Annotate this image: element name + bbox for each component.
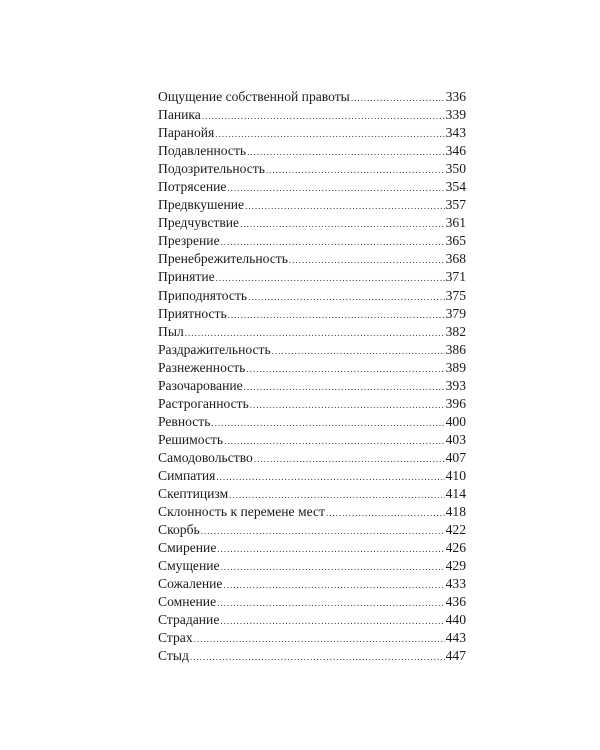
toc-entry-page-number: 346 (445, 143, 466, 159)
toc-entry[interactable] (158, 250, 466, 268)
toc-entry-page-number: 343 (445, 125, 466, 141)
toc-entry-page-number: 382 (445, 323, 466, 339)
dot-leader (248, 288, 445, 306)
toc-entry[interactable] (158, 287, 466, 305)
toc-entry[interactable] (158, 485, 466, 503)
toc-entry[interactable] (158, 178, 466, 196)
dot-leader (194, 630, 445, 648)
dot-leader (223, 576, 444, 594)
toc-entry-title: Самодовольство (158, 449, 253, 465)
toc-entry-title: Предвкушение (158, 197, 245, 213)
toc-entry[interactable] (158, 88, 466, 106)
toc-entry-title: Симпатия (158, 467, 216, 483)
toc-entry-page-number: 410 (445, 467, 466, 483)
dot-leader (224, 432, 445, 450)
toc-entry[interactable] (158, 142, 466, 160)
toc-entry-page-number: 429 (445, 558, 466, 574)
toc-entry-title: Смущение (158, 558, 220, 574)
dot-leader (254, 450, 445, 468)
toc-entry[interactable] (158, 575, 466, 593)
toc-entry-page-number: 354 (445, 179, 466, 195)
toc-entry-page-number: 361 (445, 215, 466, 231)
toc-entry[interactable] (158, 323, 466, 341)
toc-entry[interactable] (158, 521, 466, 539)
dot-leader (190, 648, 445, 666)
toc-entry[interactable] (158, 268, 466, 286)
toc-entry[interactable] (158, 467, 466, 485)
toc-entry-title: Смирение (158, 540, 217, 556)
toc-entry-title: Приятность (158, 305, 227, 321)
toc-entry-page-number: 371 (445, 269, 466, 285)
toc-entry-title: Растроганность (158, 395, 249, 411)
toc-entry-title: Предчувствие (158, 215, 240, 231)
toc-entry[interactable] (158, 359, 466, 377)
toc-entry-page-number: 368 (445, 251, 466, 267)
toc-entry[interactable] (158, 377, 466, 395)
toc-entry[interactable] (158, 647, 466, 665)
toc-entry[interactable] (158, 431, 466, 449)
toc-entry-title: Принятие (158, 269, 215, 285)
dot-leader (229, 486, 444, 504)
toc-entry-title: Паранойя (158, 125, 215, 141)
toc-entry-page-number: 357 (445, 197, 466, 213)
toc-entry-page-number: 350 (445, 161, 466, 177)
toc-entry-title: Скорбь (158, 522, 200, 538)
toc-entry[interactable] (158, 196, 466, 214)
dot-leader (221, 233, 445, 251)
dot-leader (185, 324, 445, 342)
dot-leader (228, 306, 445, 324)
toc-entry[interactable] (158, 160, 466, 178)
dot-leader (201, 522, 445, 540)
dot-leader (227, 179, 444, 197)
toc-entry-page-number: 375 (445, 287, 466, 303)
dot-leader (247, 143, 445, 161)
toc-entry-title: Подозрительность (158, 161, 265, 177)
dot-leader (217, 594, 445, 612)
toc-entry-page-number: 400 (445, 413, 466, 429)
toc-entry[interactable] (158, 611, 466, 629)
toc-entry-page-number: 407 (445, 449, 466, 465)
dot-leader (240, 215, 445, 233)
toc-entry-page-number: 396 (445, 395, 466, 411)
toc-entry[interactable] (158, 503, 466, 521)
toc-entry-page-number: 365 (445, 233, 466, 249)
dot-leader (272, 342, 445, 360)
toc-entry-page-number: 440 (445, 612, 466, 628)
toc-entry[interactable] (158, 593, 466, 611)
toc-entry-title: Сожаление (158, 576, 223, 592)
toc-entry-title: Потрясение (158, 179, 227, 195)
dot-leader (211, 414, 444, 432)
toc-entry-page-number: 389 (445, 359, 466, 375)
dot-leader (289, 251, 445, 269)
dot-leader (246, 360, 444, 378)
toc-entry-page-number: 336 (445, 89, 466, 104)
dot-leader (250, 396, 445, 414)
toc-entry[interactable] (158, 305, 466, 323)
dot-leader (244, 378, 445, 396)
toc-entry-title: Сомнение (158, 594, 217, 610)
dot-leader (220, 612, 444, 630)
toc-entry-title: Стыд (158, 648, 189, 664)
toc-entry[interactable] (158, 232, 466, 250)
toc-entry-page-number: 339 (445, 107, 466, 123)
toc-entry-title: Пыл (158, 323, 184, 339)
toc-entry-title: Презрение (158, 233, 220, 249)
toc-entry-page-number: 447 (445, 648, 466, 664)
toc-entry-page-number: 393 (445, 377, 466, 393)
dot-leader (245, 197, 445, 215)
toc-entry-page-number: 433 (445, 576, 466, 592)
toc-entry-page-number: 422 (445, 522, 466, 538)
toc-entry-page-number: 403 (445, 431, 466, 447)
toc-entry-title: Пренебрежительность (158, 251, 288, 267)
toc-entry[interactable] (158, 106, 466, 124)
toc-entry[interactable] (158, 539, 466, 557)
dot-leader (216, 269, 445, 287)
toc-entry-title: Разочарование (158, 377, 243, 393)
toc-entry-page-number: 426 (445, 540, 466, 556)
toc-entry-title: Паника (158, 107, 201, 123)
toc-entry[interactable] (158, 214, 466, 232)
toc-entry-title: Ревность (158, 413, 211, 429)
toc-entry[interactable] (158, 629, 466, 647)
toc-entry[interactable] (158, 449, 466, 467)
toc-entry-title: Приподнятость (158, 287, 248, 303)
toc-entry-title: Скептицизм (158, 486, 229, 502)
dot-leader (326, 504, 445, 522)
toc-entry-page-number: 414 (445, 486, 466, 502)
toc-entry-page-number: 379 (445, 305, 466, 321)
dot-leader (202, 107, 445, 125)
toc-entry-page-number: 386 (445, 341, 466, 357)
dot-leader (215, 125, 444, 143)
dot-leader (217, 540, 444, 558)
toc-entry[interactable] (158, 413, 466, 431)
dot-leader (221, 558, 445, 576)
toc-entry-title: Страдание (158, 612, 220, 628)
toc-entry-title: Раздражительность (158, 341, 271, 357)
toc-entry-page-number: 418 (445, 504, 466, 520)
toc-entry[interactable] (158, 557, 466, 575)
toc-entry[interactable] (158, 341, 466, 359)
toc-entry[interactable] (158, 395, 466, 413)
dot-leader (266, 161, 445, 179)
table-of-contents (158, 88, 466, 666)
toc-entry-title: Решимость (158, 431, 224, 447)
dot-leader (351, 89, 445, 107)
toc-entry-title: Склонность к перемене мест (158, 504, 325, 520)
toc-entry-title: Подавленность (158, 143, 247, 159)
toc-entry-title: Ощущение собственной правоты (158, 89, 350, 104)
toc-entry-title: Страх (158, 630, 193, 646)
toc-entry-page-number: 443 (445, 630, 466, 646)
toc-entry-title: Разнеженность (158, 359, 246, 375)
toc-entry-page-number: 436 (445, 594, 466, 610)
toc-entry[interactable] (158, 124, 466, 142)
dot-leader (216, 468, 444, 486)
